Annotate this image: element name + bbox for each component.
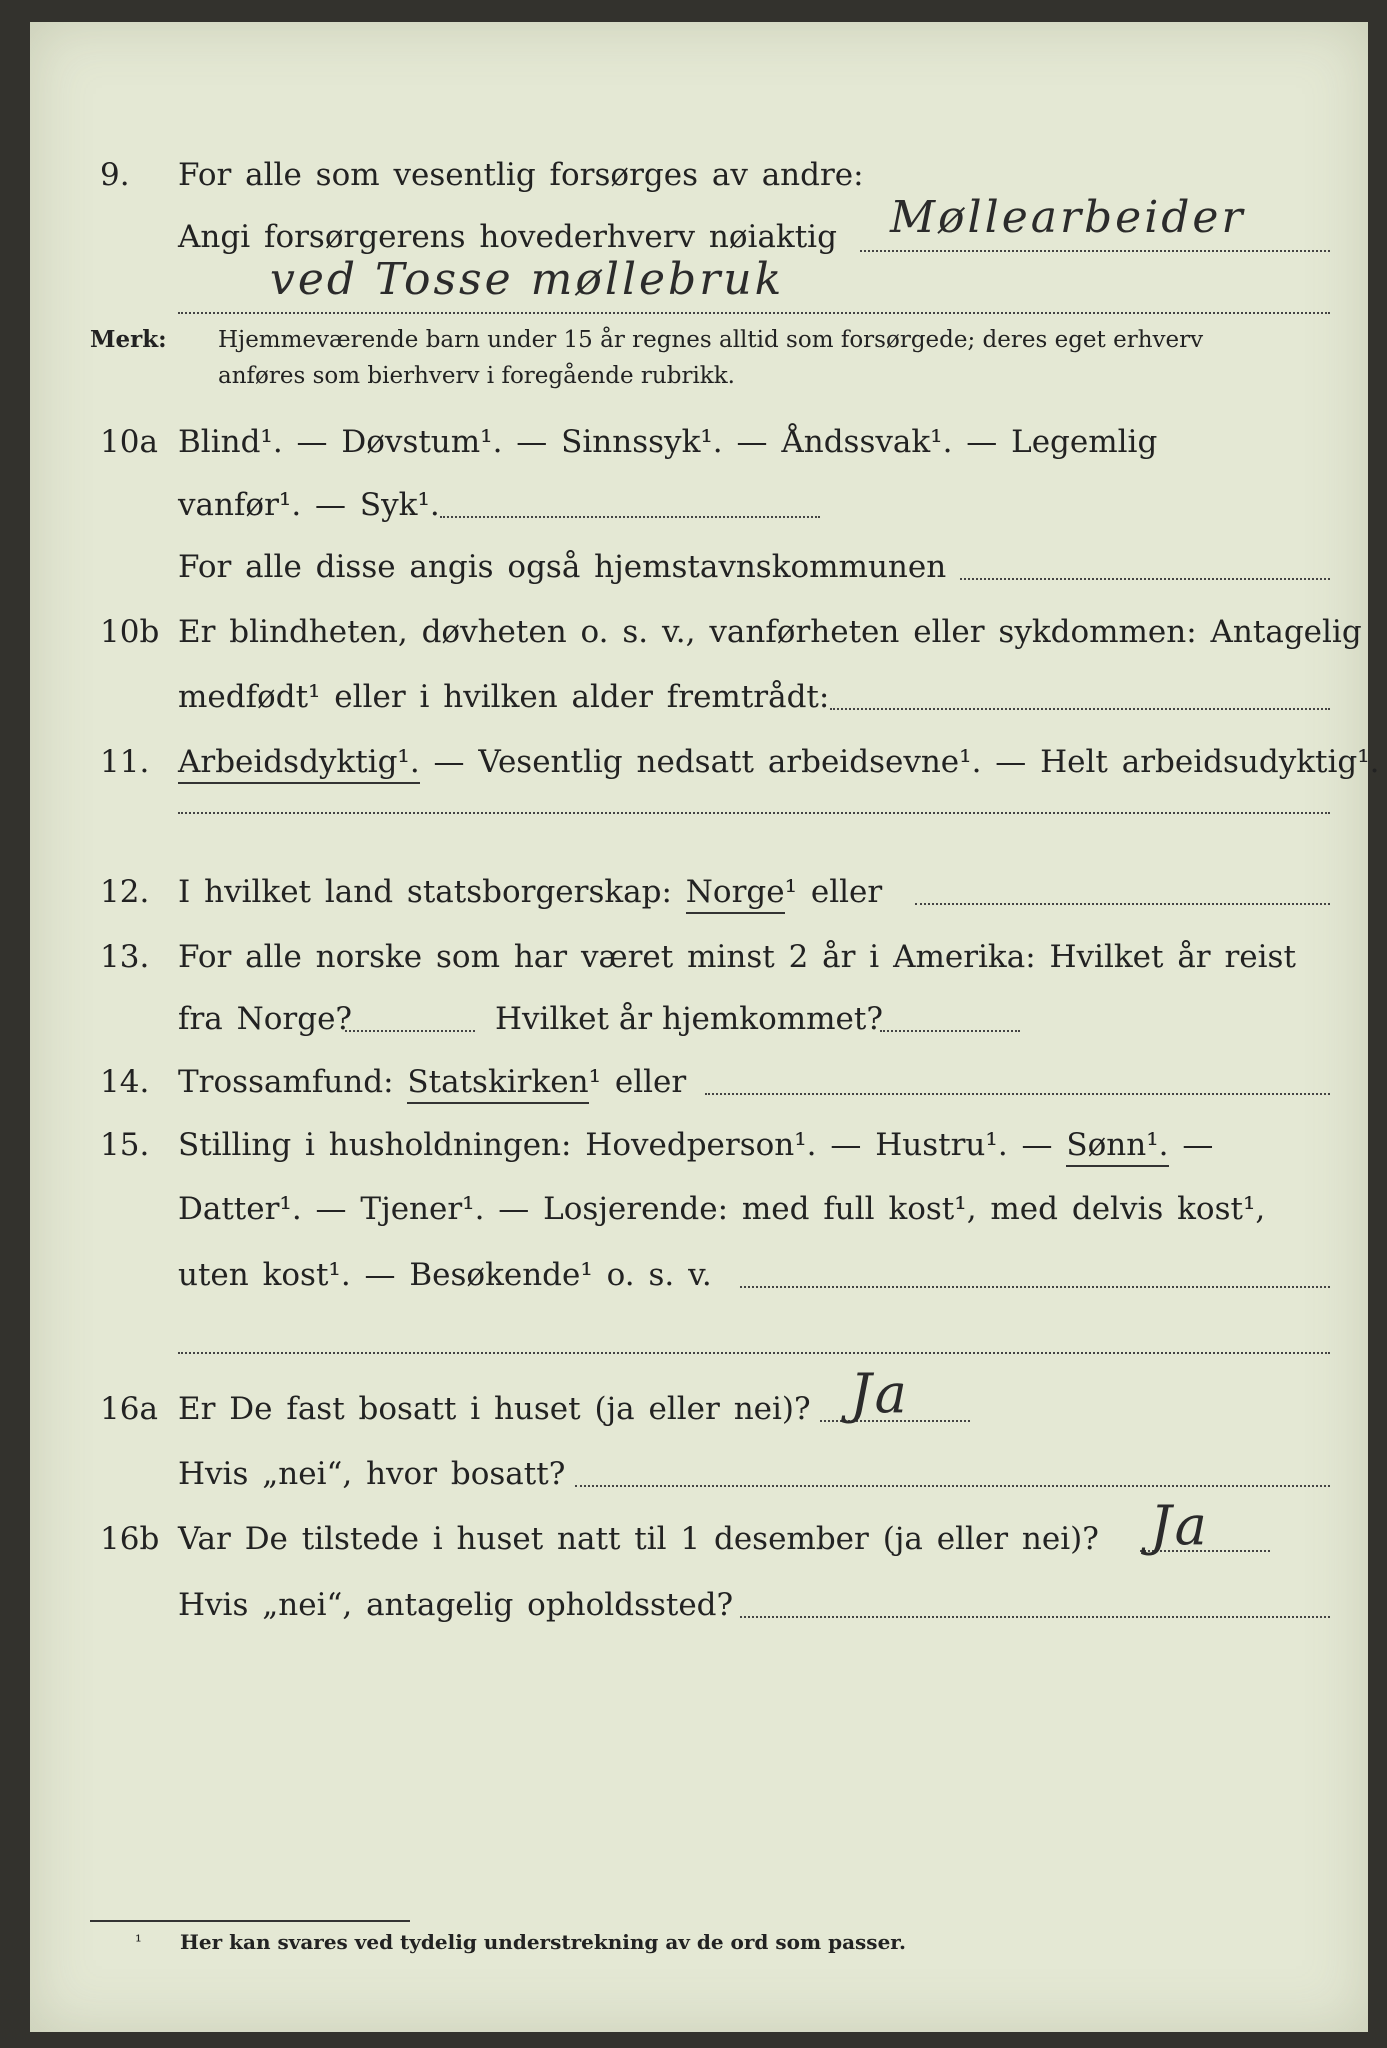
q15-question: Stilling i husholdningen: Hovedperson¹. — Hustru¹. — bbox=[178, 1127, 1067, 1163]
q16b-handwritten-answer: Ja bbox=[1150, 1494, 1210, 1557]
q11-row bbox=[30, 737, 1380, 787]
q13-return-prompt: Hvilket år hjemkommet? bbox=[495, 1001, 883, 1037]
q10a-row-1 bbox=[30, 417, 1368, 467]
q14-option-statskirken[interactable]: Statskirken bbox=[407, 1064, 588, 1104]
q10b-question-cont: medfødt¹ eller i hvilken alder fremtrådt: bbox=[178, 679, 830, 715]
q10b-answer-line[interactable] bbox=[830, 708, 1330, 710]
q14-row bbox=[30, 1057, 1368, 1107]
q10a-options-cont: vanfør¹. — Syk¹. bbox=[178, 487, 440, 523]
q16a-question: Er De fast bosatt i huset (ja eller nei)? bbox=[178, 1391, 811, 1427]
q11-number: 11. bbox=[100, 744, 150, 780]
q13-return-line[interactable] bbox=[880, 1030, 1020, 1032]
q13-number: 13. bbox=[100, 939, 150, 975]
q16a-residence-line[interactable] bbox=[575, 1485, 1330, 1487]
q10a-number: 10a bbox=[100, 424, 158, 460]
q16b-row-2 bbox=[30, 1580, 1368, 1630]
q15-row-2 bbox=[30, 1184, 1368, 1234]
q9-answer-line-1[interactable] bbox=[860, 250, 1330, 252]
q10a-municipality-line[interactable] bbox=[960, 578, 1330, 580]
q12-answer-line[interactable] bbox=[915, 903, 1330, 905]
q14-question: Trossamfund: bbox=[178, 1064, 408, 1100]
q13-departure-line[interactable] bbox=[345, 1030, 475, 1032]
q10b-question: Er blindheten, døvheten o. s. v., vanførheten eller sykdommen: Antagelig bbox=[178, 614, 1362, 650]
q10a-row-3 bbox=[30, 542, 1368, 592]
merk-label: Merk: bbox=[90, 326, 167, 353]
q9-question: For alle som vesentlig forsørges av andre: bbox=[178, 157, 864, 193]
q9-prompt: Angi forsørgerens hovederhverv nøiaktig bbox=[178, 219, 837, 255]
q9-handwritten-occupation: Møllearbeider bbox=[890, 192, 1246, 243]
q12-eller: ¹ eller bbox=[784, 874, 883, 910]
q10b-number: 10b bbox=[100, 614, 160, 650]
q16a-handwritten-answer: Ja bbox=[850, 1362, 910, 1425]
q15-row-3 bbox=[30, 1250, 1368, 1300]
q16a-number: 16a bbox=[100, 1391, 158, 1427]
q14-answer-line[interactable] bbox=[705, 1093, 1330, 1095]
q13-question: For alle norske som har været minst 2 år i Amerika: Hvilket år reist bbox=[178, 939, 1296, 975]
q15-dash: — bbox=[1168, 1127, 1214, 1163]
q11-option-arbeidsdyktig[interactable]: Arbeidsdyktig¹. bbox=[178, 744, 420, 784]
q10a-row-2 bbox=[30, 480, 1368, 530]
q15-options: Datter¹. — Tjener¹. — Losjerende: med full kost¹, med delvis kost¹, bbox=[178, 1191, 1266, 1227]
q16a-row-1 bbox=[30, 1384, 1368, 1434]
q9-number: 9. bbox=[100, 157, 130, 193]
q16a-row-2 bbox=[30, 1449, 1368, 1499]
q12-row bbox=[30, 867, 1368, 917]
q14-eller: ¹ eller bbox=[588, 1064, 687, 1100]
q9-answer-line-2[interactable] bbox=[178, 312, 1330, 314]
q10b-row-1 bbox=[30, 607, 1368, 657]
q15-options-cont: uten kost¹. — Besøkende¹ o. s. v. bbox=[178, 1257, 712, 1293]
footnote-text: Her kan svares ved tydelig understrekning av de ord som passer. bbox=[180, 1930, 906, 1954]
merk-note-line-2: anføres som bierhverv i foregående rubrikk. bbox=[218, 363, 735, 389]
q10a-answer-line[interactable] bbox=[440, 516, 820, 518]
q10a-options: Blind¹. — Døvstum¹. — Sinnssyk¹. — Åndssvak¹. — Legemlig bbox=[178, 424, 1158, 460]
q13-row-1 bbox=[30, 932, 1368, 982]
q11-other-options: — Vesentlig nedsatt arbeidsevne¹. — Helt arbeidsudyktig¹. bbox=[419, 744, 1380, 780]
q10b-row-2 bbox=[30, 672, 1368, 722]
q16a-residence-prompt: Hvis „nei“, hvor bosatt? bbox=[178, 1456, 566, 1492]
footnote-divider bbox=[90, 1920, 410, 1922]
q15-answer-line-1[interactable] bbox=[740, 1286, 1330, 1288]
q12-question: I hvilket land statsborgerskap: bbox=[178, 874, 686, 910]
census-form-page bbox=[30, 22, 1380, 2032]
q10a-municipality-prompt: For alle disse angis også hjemstavnskommunen bbox=[178, 549, 947, 585]
q14-number: 14. bbox=[100, 1064, 150, 1100]
q9-handwritten-workplace: ved Tosse møllebruk bbox=[270, 254, 785, 305]
q12-number: 12. bbox=[100, 874, 150, 910]
q11-answer-line[interactable] bbox=[178, 812, 1330, 814]
merk-note-line-1: Hjemmeværende barn under 15 år regnes alltid som forsørgede; deres eget erhverv bbox=[218, 327, 1204, 353]
q15-number: 15. bbox=[100, 1127, 150, 1163]
footnote-mark: ¹ bbox=[135, 1932, 142, 1952]
q15-option-sonn[interactable]: Sønn¹. bbox=[1066, 1127, 1168, 1167]
q12-option-norge[interactable]: Norge bbox=[686, 874, 785, 914]
q16b-number: 16b bbox=[100, 1521, 160, 1557]
q16b-stay-line[interactable] bbox=[740, 1616, 1330, 1618]
q13-row-2 bbox=[30, 994, 1368, 1044]
q15-row-1 bbox=[30, 1120, 1368, 1170]
q13-departure-prompt: fra Norge? bbox=[178, 1001, 353, 1037]
q15-answer-line-2[interactable] bbox=[178, 1352, 1330, 1354]
q16b-question: Var De tilstede i huset natt til 1 desember (ja eller nei)? bbox=[178, 1521, 1099, 1557]
q16b-stay-prompt: Hvis „nei“, antagelig opholdssted? bbox=[178, 1587, 734, 1623]
